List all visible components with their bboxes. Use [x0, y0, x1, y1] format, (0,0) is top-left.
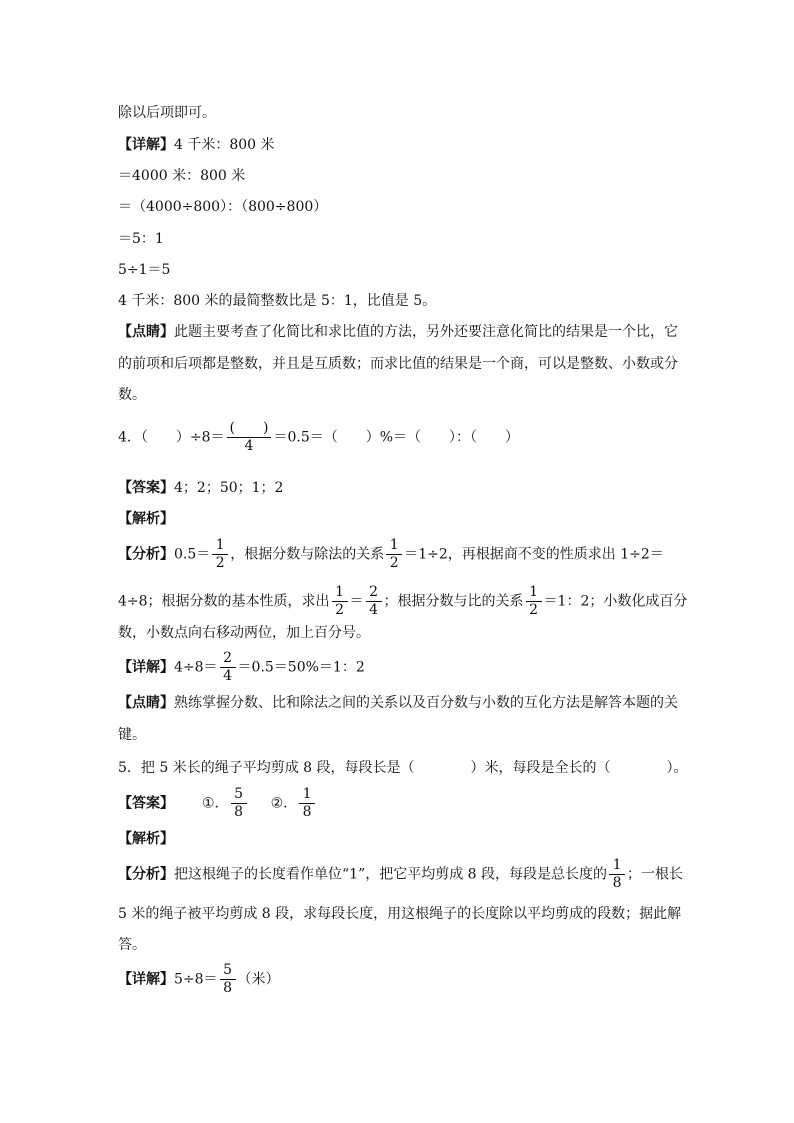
analysis-line	[118, 623, 370, 643]
fraction-denominator: 2	[215, 555, 225, 571]
section-tag: 【分析】	[118, 546, 174, 563]
fraction	[220, 650, 236, 685]
text: ＝（4000÷800）：（800÷800）	[118, 199, 328, 215]
text: ＝1：2；小数化成百分	[543, 593, 688, 610]
fraction-numerator: 1	[526, 584, 542, 602]
section-tag: 【详解】	[118, 971, 174, 988]
fraction-denominator: 2	[389, 555, 399, 571]
fraction	[366, 584, 382, 619]
fraction-denominator: 2	[529, 602, 538, 618]
fraction-denominator: 4	[244, 438, 254, 454]
text: 4．（ ）÷8＝	[118, 429, 225, 446]
text: 4 千米：800 米	[174, 137, 275, 153]
text: 5 米的绳子被平均剪成 8 段，求每段长度，用这根绳子的长度除以平均剪成的段数；据此解	[118, 906, 682, 922]
text: ＝0.5＝50%＝1：2	[237, 659, 365, 676]
fraction-numerator: 1	[299, 786, 315, 804]
analysis-heading	[118, 829, 174, 849]
answer-line	[118, 478, 283, 498]
fraction-denominator: 8	[234, 804, 244, 820]
question-5-stem	[118, 758, 688, 778]
section-tag: 【详解】	[118, 659, 174, 676]
point-line	[118, 693, 678, 713]
text: ＝	[349, 593, 364, 610]
text: 把这根绳子的长度看作单位“1”，把它平均剪成 8 段，每段是总长度的	[174, 866, 608, 883]
text: 的前项和后项都是整数，并且是互质数；而求比值的结果是一个商，可以是整数、小数或分	[118, 356, 678, 372]
fraction-numerator: 1	[212, 537, 228, 555]
text: 键。	[118, 727, 146, 743]
answer-marker: ②．	[270, 795, 298, 812]
section-tag: 【点睛】	[118, 324, 174, 340]
fraction-numerator: 1	[609, 857, 625, 875]
text-line	[118, 260, 170, 280]
text: ，根据分数与除法的关系	[230, 546, 385, 563]
text-line	[118, 385, 146, 405]
fraction	[231, 786, 247, 821]
text: 数，小数点向右移动两位，加上百分号。	[118, 625, 370, 641]
fraction-numerator: 1	[332, 584, 348, 602]
answer-line	[118, 786, 317, 821]
analysis-line	[118, 537, 664, 572]
fraction	[526, 584, 542, 619]
fraction	[386, 537, 402, 572]
point-line	[118, 322, 678, 342]
detail-line	[118, 962, 280, 997]
text-line	[118, 103, 216, 123]
text: ＝0.5＝（ ）%＝（ ）：（ ）	[273, 429, 520, 446]
fraction-numerator: 2	[220, 650, 236, 668]
text: 答。	[118, 937, 146, 953]
text: 4÷8＝	[174, 659, 218, 676]
text: 此题主要考查了化简比和求比值的方法，另外还要注意化简比的结果是一个比，它	[174, 324, 678, 340]
text: 熟练掌握分数、比和除法之间的关系以及百分数与小数的互化方法是解答本题的关	[174, 695, 678, 711]
text: ＝1÷2，再根据商不变的性质求出 1÷2＝	[404, 546, 664, 563]
section-tag: 【答案】	[118, 480, 174, 496]
text-line	[118, 291, 436, 311]
detail-line	[118, 135, 275, 155]
question-4-stem	[118, 420, 519, 455]
text: ；根据分数与比的关系	[383, 593, 524, 610]
fraction	[299, 786, 315, 821]
section-tag: 【详解】	[118, 137, 174, 153]
fraction-denominator: 4	[223, 668, 232, 684]
fraction	[227, 420, 272, 455]
text: 4÷8；根据分数的基本性质，求出	[118, 593, 330, 610]
text: 0.5＝	[174, 546, 211, 563]
section-tag: 【分析】	[118, 866, 174, 883]
fraction-denominator: 4	[369, 602, 378, 618]
text: ；一根长	[627, 866, 684, 883]
text: 除以后项即可。	[118, 105, 216, 121]
analysis-line	[118, 857, 683, 892]
section-tag: 【解析】	[118, 831, 174, 847]
answer-text: 4；2；50；1；2	[174, 480, 284, 496]
text: （米）	[237, 971, 280, 988]
text: ＝5：1	[118, 231, 164, 247]
text-line	[118, 166, 245, 186]
fraction-numerator: 5	[220, 962, 236, 980]
fraction-denominator: 2	[335, 602, 344, 618]
fraction	[332, 584, 348, 619]
text-line	[118, 354, 678, 374]
fraction	[220, 962, 236, 997]
fraction-numerator: 2	[366, 584, 382, 602]
detail-line	[118, 650, 365, 685]
analysis-heading	[118, 509, 174, 529]
fraction	[609, 857, 625, 892]
text: 5．把 5 米长的绳子平均剪成 8 段，每段长是（ ）米，每段是全长的（ ）。	[118, 760, 688, 776]
text: 5÷1＝5	[118, 262, 171, 278]
text: 4 千米：800 米的最简整数比是 5：1，比值是 5。	[118, 293, 437, 309]
fraction-denominator: 8	[302, 804, 312, 820]
fraction-denominator: 8	[223, 980, 232, 996]
analysis-line	[118, 935, 146, 955]
text-line	[118, 229, 164, 249]
fraction-numerator: 5	[231, 786, 247, 804]
section-tag: 【答案】	[118, 795, 174, 812]
analysis-line	[118, 584, 687, 619]
analysis-line	[118, 904, 681, 924]
text: 5÷8＝	[174, 971, 218, 988]
text: 数。	[118, 387, 146, 403]
fraction-numerator: ( )	[227, 420, 272, 438]
fraction-denominator: 8	[612, 875, 622, 891]
text: ＝4000 米：800 米	[118, 168, 246, 184]
fraction-numerator: 1	[386, 537, 402, 555]
section-tag: 【解析】	[118, 511, 174, 527]
fraction	[212, 537, 228, 572]
text-line	[118, 725, 146, 745]
answer-marker: ①．	[202, 795, 229, 812]
section-tag: 【点睛】	[118, 695, 174, 711]
text-line	[118, 197, 327, 217]
